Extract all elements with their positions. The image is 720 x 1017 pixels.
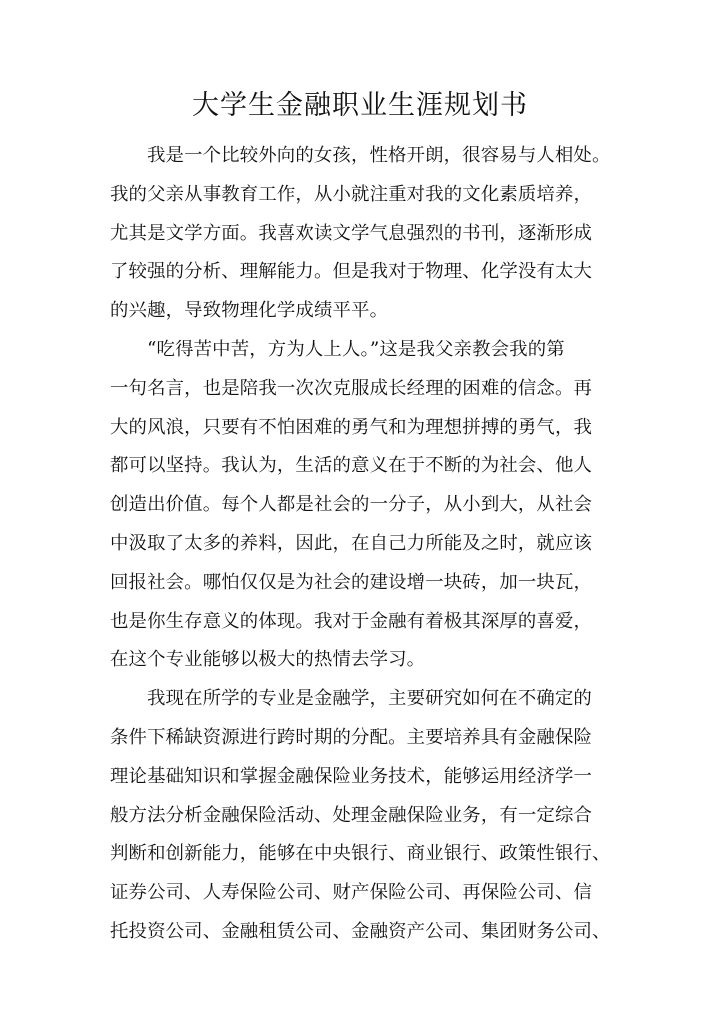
text-line: 创造出价值。每个人都是社会的一分子，从小到大，从社会 (110, 494, 593, 516)
text-line: 在这个专业能够以极大的热情去学习。 (110, 649, 426, 671)
text-line: 般方法分析金融保险活动、处理金融保险业务，有一定综合 (110, 804, 593, 826)
paragraph-3 (110, 680, 615, 952)
text-line: 我现在所学的专业是金融学，主要研究如何在不确定的 (147, 688, 592, 710)
text-line: 了较强的分析、理解能力。但是我对于物理、化学没有太大 (110, 261, 593, 283)
document-title: 大学生金融职业生涯规划书 (192, 90, 528, 121)
text-line: 我是一个比较外向的女孩，性格开朗，很容易与人相处。 (147, 145, 611, 166)
text-line: 回报社会。哪怕仅仅是为社会的建设增一块砖，加一块瓦， (110, 571, 593, 593)
text-line: 的兴趣，导致物理化学成绩平平。 (110, 300, 389, 322)
text-line: 一句名言，也是陪我一次次克服成长经理的困难的信念。再 (110, 377, 593, 399)
text-line: 都可以坚持。我认为，生活的意义在于不断的为社会、他人 (110, 455, 593, 477)
text-line: 我的父亲从事教育工作，从小就注重对我的文化素质培养， (110, 183, 593, 205)
text-line: “吃得苦中苦，方为人上人。”这是我父亲教会我的第 (147, 338, 565, 360)
document-body (110, 137, 615, 952)
text-line: 条件下稀缺资源进行跨时期的分配。主要培养具有金融保险 (110, 726, 593, 748)
text-line: 判断和创新能力，能够在中央银行、商业银行、政策性银行、 (110, 843, 611, 865)
text-line: 证券公司、人寿保险公司、财产保险公司、再保险公司、信 (110, 882, 593, 904)
text-line: 尤其是文学方面。我喜欢读文学气息强烈的书刊，逐渐形成 (110, 222, 593, 244)
text-line: 中汲取了太多的养料，因此，在自己力所能及之时，就应该 (110, 532, 593, 554)
text-line: 托投资公司、金融租赁公司、金融资产公司、集团财务公司、 (110, 920, 611, 942)
text-line: 理论基础知识和掌握金融保险业务技术，能够运用经济学一 (110, 765, 593, 787)
text-line: 大的风浪，只要有不怕困难的勇气和为理想拼搏的勇气，我 (110, 416, 593, 438)
paragraph-2 (110, 331, 615, 680)
paragraph-1 (110, 137, 615, 331)
text-line: 也是你生存意义的体现。我对于金融有着极其深厚的喜爱， (110, 610, 593, 632)
